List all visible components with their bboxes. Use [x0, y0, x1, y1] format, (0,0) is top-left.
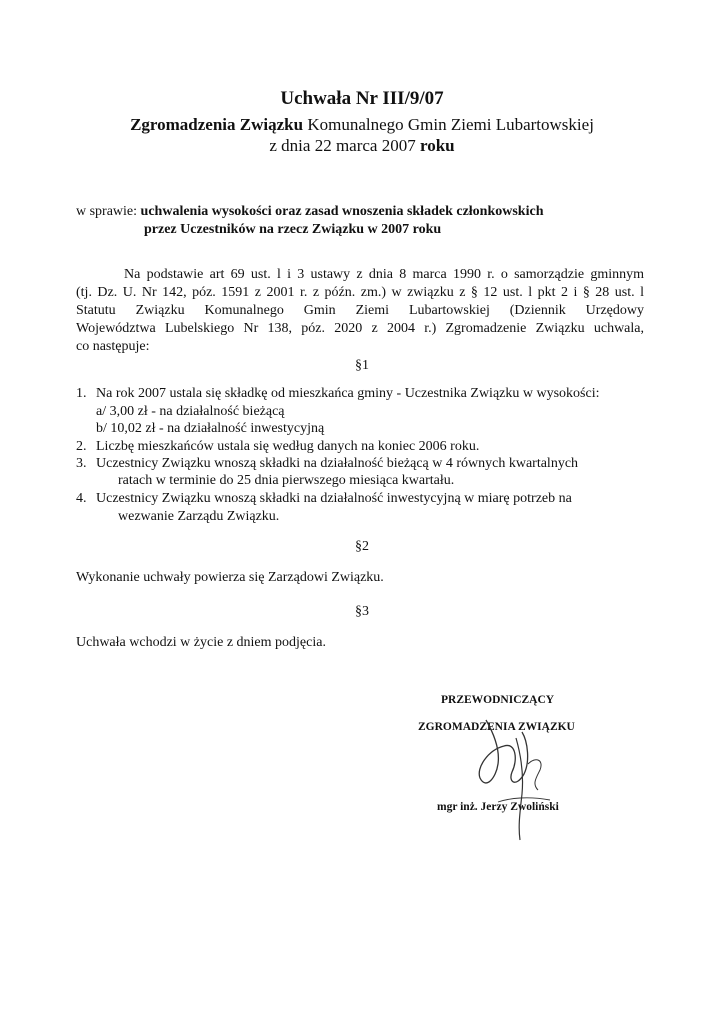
list-item-1a: a/ 3,00 zł - na działalność bieżącą [96, 404, 285, 419]
issuing-body-rest: Komunalnego Gmin Ziemi Lubartowskiej [303, 115, 594, 134]
subject-line-1 [76, 204, 543, 220]
document-date-text: z dnia 22 marca 2007 [269, 136, 420, 155]
list-item-4-text: Uczestnicy Związku wnoszą składki na działalność inwestycyjną w miarę potrzeb na [96, 491, 572, 506]
document-date-bold: roku [419, 136, 455, 155]
list-item-3-continued: ratach w terminie do 25 dnia pierwszego miesiąca kwartału. [118, 473, 455, 488]
legal-basis-line-4: Województwa Lubelskiego Nr 138, póz. 2020 z 2004 r.) Zgromadzenie Związku uchwala, [76, 321, 644, 336]
legal-basis-line-5: co następuje: [76, 339, 150, 354]
subject-line-2: przez Uczestników na rzecz Związku w 2007 roku [144, 222, 442, 237]
list-item-1b: b/ 10,02 zł - na działalność inwestycyjną [96, 421, 325, 436]
document-title: Uchwała Nr III/9/07 [280, 88, 444, 109]
list-number-2: 2. [76, 439, 87, 454]
handwritten-signature [458, 712, 568, 842]
list-item-1-text: Na rok 2007 ustala się składkę od mieszkańca gminy - Uczestnika Związku w wysokości: [96, 386, 600, 401]
signatory-name: mgr inż. Jerzy Zwoliński [437, 801, 559, 813]
signatory-title: PRZEWODNICZĄCY [441, 694, 555, 706]
list-item-4 [76, 491, 572, 507]
section-1-heading: §1 [355, 358, 369, 373]
list-number-1: 1. [76, 386, 87, 401]
legal-basis-line-1: Na podstawie art 69 ust. l i 3 ustawy z dnia 8 marca 1990 r. o samorządzie gminnym [124, 267, 644, 282]
list-item-3-text: Uczestnicy Związku wnoszą składki na działalność bieżącą w 4 równych kwartalnych [96, 456, 579, 471]
legal-basis-line-3: Statutu Związku Komunalnego Gmin Ziemi Lubartowskiej (Dziennik Urzędowy [76, 303, 644, 318]
legal-basis-line-2: (tj. Dz. U. Nr 142, póz. 1591 z 2001 r. z późn. zm.) w związku z § 12 ust. l pkt 2 i § 28 ust. l [76, 285, 644, 300]
section-2-text: Wykonanie uchwały powierza się Zarządowi Związku. [76, 570, 384, 585]
section-3-text: Uchwała wchodzi w życie z dniem podjęcia. [76, 635, 326, 650]
section-2-heading: §2 [355, 539, 369, 554]
list-item-1 [76, 386, 599, 402]
subject-text-1: uchwalenia wysokości oraz zasad wnoszenia składek członkowskich [140, 204, 544, 219]
section-3-heading: §3 [355, 604, 369, 619]
legal-basis-paragraph [76, 266, 644, 356]
list-number-3: 3. [76, 456, 87, 471]
list-number-4: 4. [76, 491, 87, 506]
signatory-body: ZGROMADZENIA ZWIĄZKU [418, 721, 575, 733]
document-date [0, 136, 724, 156]
issuing-body [0, 115, 724, 135]
list-item-3 [76, 456, 578, 472]
subject-prefix: w sprawie: [76, 204, 141, 219]
list-item-4-continued: wezwanie Zarządu Związku. [118, 509, 280, 524]
list-item-2 [76, 439, 479, 455]
list-item-2-text: Liczbę mieszkańców ustala się według danych na koniec 2006 roku. [96, 439, 480, 454]
issuing-body-bold: Zgromadzenia Związku [130, 115, 304, 134]
